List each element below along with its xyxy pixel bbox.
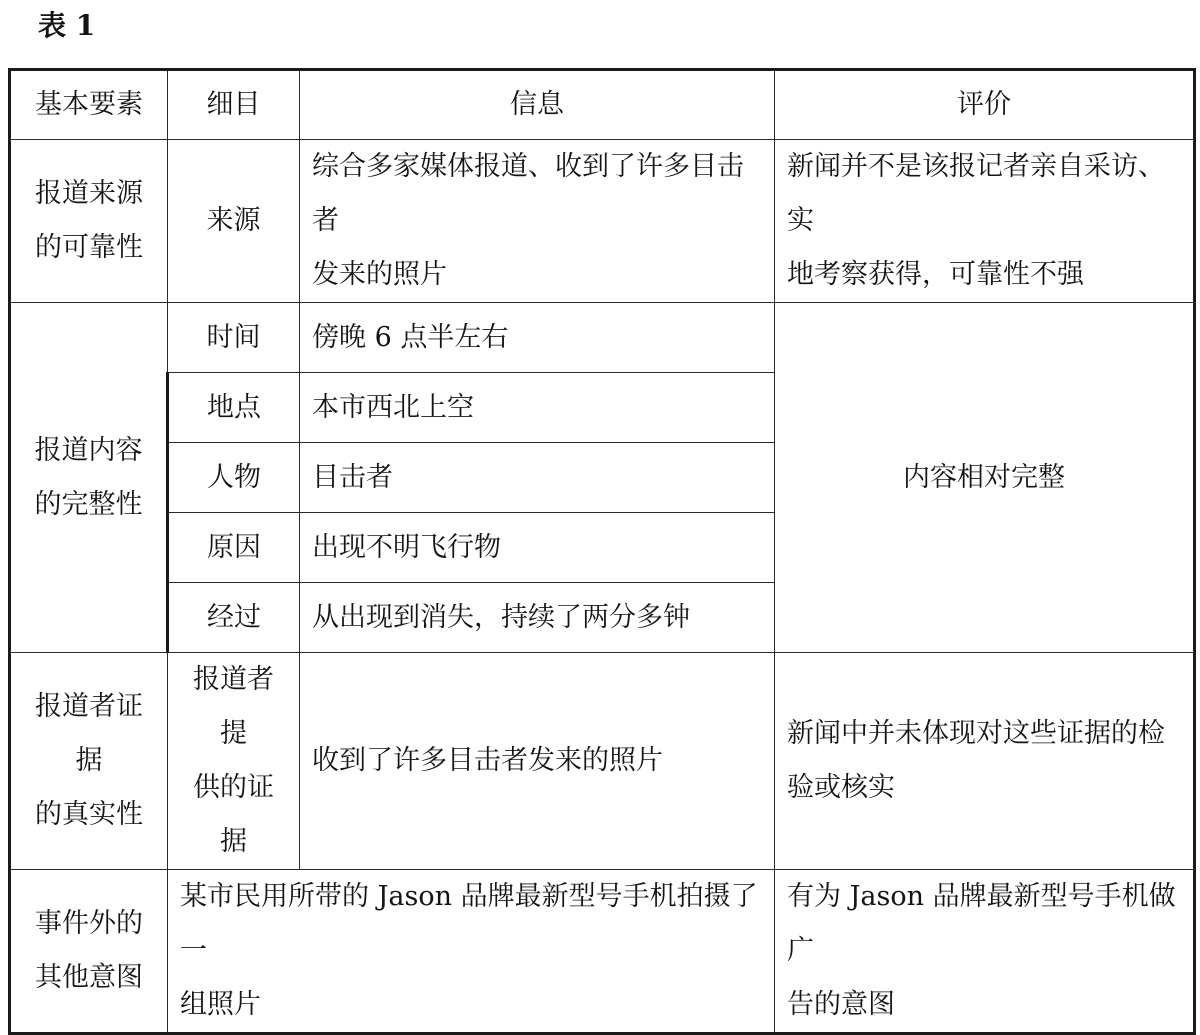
detail-cell: 来源	[168, 140, 300, 303]
evaluation-cell	[775, 140, 1195, 303]
detail-cell: 人物	[168, 443, 300, 513]
cell-line: 某市民用所带的 Jason 品牌最新型号手机拍摄了一	[180, 881, 758, 966]
cell-line: 发来的照片	[312, 259, 447, 290]
detail-cell: 地点	[168, 373, 300, 443]
info-cell: 目击者	[300, 443, 775, 513]
cell-line: 组照片	[180, 989, 261, 1020]
table-row	[10, 140, 1195, 303]
element-cell	[10, 870, 168, 1034]
cell-line: 报道者提	[193, 664, 274, 749]
cell-line: 其他意图	[35, 962, 143, 993]
cell-line: 有为 Jason 品牌最新型号手机做广	[787, 881, 1176, 966]
element-cell	[10, 653, 168, 870]
table-row	[10, 303, 1195, 373]
cell-line: 新闻中并未体现对这些证据的检	[787, 718, 1165, 749]
detail-cell	[168, 653, 300, 870]
cell-line: 报道内容	[34, 434, 143, 466]
element-cell	[10, 303, 168, 653]
info-cell: 从出现到消失，持续了两分多钟	[300, 583, 775, 653]
cell-line: 验或核实	[787, 772, 895, 803]
info-cell	[300, 140, 775, 303]
info-cell: 本市西北上空	[300, 373, 775, 443]
cell-line: 告的意图	[787, 989, 895, 1020]
info-cell: 出现不明飞行物	[300, 513, 775, 583]
evaluation-cell	[775, 870, 1195, 1034]
cell-line: 报道者证据	[35, 691, 143, 776]
evaluation-cell: 内容相对完整	[775, 303, 1195, 653]
news-evaluation-table	[8, 68, 1196, 1035]
element-cell	[10, 140, 168, 303]
detail-cell: 时间	[168, 303, 300, 373]
evaluation-cell	[775, 653, 1195, 870]
header-info: 信息	[300, 70, 775, 140]
table-row	[10, 870, 1195, 1034]
detail-cell: 经过	[168, 583, 300, 653]
cell-line: 新闻并不是该报记者亲自采访、实	[787, 151, 1165, 236]
detail-cell: 原因	[168, 513, 300, 583]
table-caption: 表 1	[38, 9, 96, 42]
info-cell: 傍晚 6 点半左右	[300, 303, 775, 373]
cell-line: 的可靠性	[35, 232, 143, 263]
table-row	[10, 653, 1195, 870]
cell-line: 地考察获得，可靠性不强	[787, 259, 1084, 290]
info-cell	[168, 870, 775, 1034]
cell-line: 报道来源	[35, 178, 143, 209]
cell-line: 的完整性	[34, 488, 143, 520]
header-element: 基本要素	[10, 70, 168, 140]
header-detail: 细目	[168, 70, 300, 140]
cell-line: 供的证据	[193, 772, 274, 857]
cell-line: 综合多家媒体报道、收到了许多目击者	[312, 151, 744, 236]
info-cell: 收到了许多目击者发来的照片	[300, 653, 775, 870]
cell-line: 的真实性	[35, 799, 143, 830]
table-header-row	[10, 70, 1195, 140]
header-evaluation: 评价	[775, 70, 1195, 140]
cell-line: 事件外的	[35, 908, 143, 939]
